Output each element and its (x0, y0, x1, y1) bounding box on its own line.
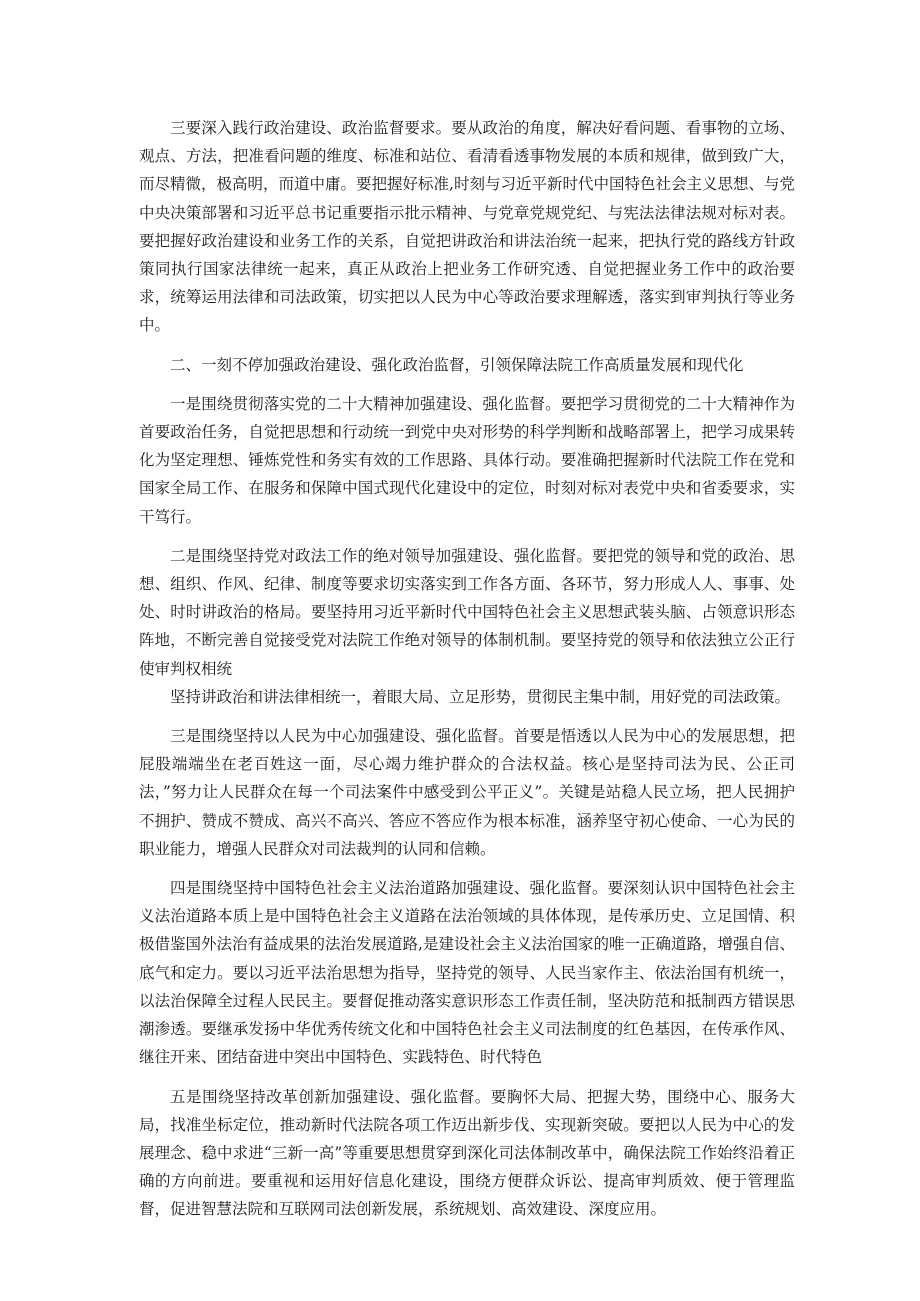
paragraph-people-centered: 三是围绕坚持以人民为中心加强建设、强化监督。首要是悟透以人民为中心的发展思想，把屁股端端坐在老百姓这一面，尽心竭力维护群众的合法权益。核心是坚持司法为民、公正司法，”努力让人民群众在每一个司法案件中感受到公平正义”。关键是站稳人民立场，把人民拥护不拥护、赞成不赞成、高兴不高兴、答应不答应作为根本标准，涵养坚守初心使命、一心为民的职业能力，增强人民群众对司法裁判的认同和信赖。 (139, 727, 795, 858)
paragraph-reform-innovation: 五是围绕坚持改革创新加强建设、强化监督。要胸怀大局、把握大势，围绕中心、服务大局，找准坐标定位，推动新时代法院各项工作迈出新步伐、实现新突破。要把以人民为中心的发展理念、稳中求进“三新一高”等重要思想贯穿到深化司法体制改革中，确保法院工作始终沿着正确的方向前进。要重视和运用好信息化建设，围绕方便群众诉讼、提高审判质效、便于管理监督，促进智慧法院和互联网司法创新发展，系统规划、高效建设、深度应用。 (139, 1087, 795, 1219)
section-heading-two: 二、一刻不停加强政治建设、强化政治监督，引领保障法院工作高质量发展和现代化 (170, 355, 744, 374)
paragraph-rule-of-law-path: 四是围绕坚持中国特色社会主义法治道路加强建设、强化监督。要深刻认识中国特色社会主义法治道路本质上是中国特色社会主义道路在法治领域的具体体现，是传承历史、立足国情、积极借鉴国外法治有益成果的法治发展道路,是建设社会主义法治国家的唯一正确道路，增强自信、底气和定力。要以习近平法治思想为指导，坚持党的领导、人民当家作主、依法治国有机统一，以法治保障全过程人民民主。要督促推动落实意识形态工作责任制，坚决防范和抵制西方错误思潮渗透。要继承发扬中华优秀传统文化和中国特色社会主义司法制度的红色基因，在传承作风、继往开来、团结奋进中突出中国特色、实践特色、时代特色 (139, 879, 795, 1067)
paragraph-politics-and-law: 坚持讲政治和讲法律相统一，着眼大局、立足形势，贯彻民主集中制，用好党的司法政策。 (170, 687, 791, 706)
paragraph-twentieth-congress: 一是围绕贯彻落实党的二十大精神加强建设、强化监督。要把学习贯彻党的二十大精神作为首要政治任务，自觉把思想和行动统一到党中央对形势的科学判断和战略部署上，把学习成果转化为坚定理想、锤炼党性和务实有效的工作思路、具体行动。要准确把握新时代法院工作在党和国家全局工作、在服务和保障中国式现代化建设中的定位，时刻对标对表党中央和省委要求，实干笃行。 (139, 394, 795, 526)
paragraph-political-requirements: 三要深入践行政治建设、政治监督要求。要从政治的角度，解决好看问题、看事物的立场、观点、方法，把准看问题的维度、标准和站位、看清看透事物发展的本质和规律，做到致广大，而尽精微，极高明，而道中庸。要把握好标准,时刻与习近平新时代中国特色社会主义思想、与党中央决策部署和习近平总书记重要指示批示精神、与党章党规党纪、与宪法法律法规对标对表。要把握好政治建设和业务工作的关系，自觉把讲政治和讲法治统一起来，把执行党的路线方针政策同执行国家法律统一起来，真正从政治上把业务工作研究透、自觉把握业务工作中的政治要求，统筹运用法律和司法政策，切实把以人民为中心等政治要求理解透，落实到审判执行等业务中。 (139, 119, 795, 335)
document-body (139, 114, 795, 1235)
paragraph-party-leadership: 二是围绕坚持党对政法工作的绝对领导加强建设、强化监督。要把党的领导和党的政治、思想、组织、作风、纪律、制度等要求切实落实到工作各方面、各环节，努力形成人人、事事、处处、时时讲政治的格局。要坚持用习近平新时代中国特色社会主义思想武装头脑、占领意识形态阵地，不断完善自觉接受党对法院工作绝对领导的体制机制。要坚持党的领导和依法独立公正行使审判权相统 (139, 546, 795, 678)
